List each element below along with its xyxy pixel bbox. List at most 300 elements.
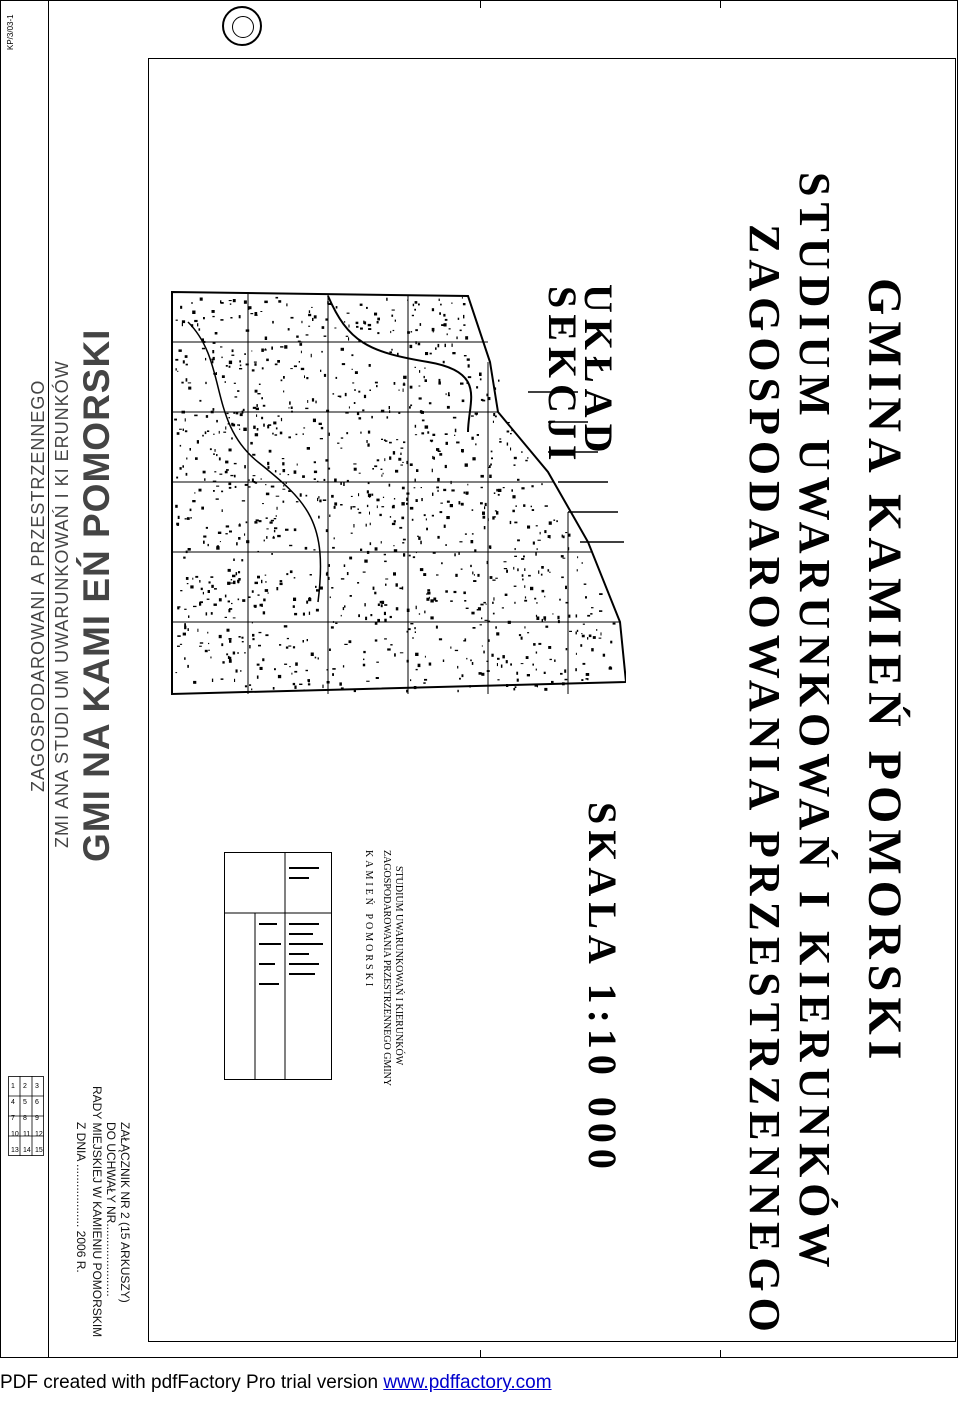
map-texture-dot	[273, 687, 275, 690]
map-texture-dot	[359, 512, 362, 514]
map-texture-dot	[303, 613, 305, 616]
map-texture-dot	[334, 537, 335, 539]
map-texture-dot	[238, 581, 240, 583]
map-texture-dot	[233, 652, 235, 655]
map-texture-dot	[424, 367, 425, 369]
map-texture-dot	[557, 616, 559, 620]
map-texture-dot	[389, 351, 392, 353]
map-texture-dot	[470, 565, 472, 567]
map-texture-dot	[403, 441, 405, 443]
map-texture-dot	[463, 303, 466, 305]
map-texture-dot	[184, 609, 186, 610]
map-texture-dot	[322, 685, 323, 689]
map-texture-dot	[474, 574, 475, 576]
map-texture-dot	[524, 585, 525, 588]
map-texture-dot	[190, 509, 192, 512]
map-texture-dot	[245, 484, 248, 486]
map-texture-dot	[215, 332, 218, 335]
map-texture-dot	[581, 679, 583, 681]
map-texture-dot	[280, 580, 283, 582]
map-texture-dot	[354, 689, 356, 692]
map-texture-dot	[375, 639, 378, 641]
map-texture-dot	[233, 581, 236, 584]
map-texture-dot	[511, 429, 512, 432]
map-texture-dot	[275, 364, 278, 366]
map-texture-dot	[253, 475, 256, 476]
map-texture-dot	[254, 521, 257, 524]
map-texture-dot	[369, 512, 370, 515]
map-texture-dot	[412, 519, 414, 521]
map-texture-dot	[384, 638, 387, 639]
map-texture-dot	[414, 686, 417, 689]
map-texture-dot	[363, 664, 365, 667]
map-texture-dot	[577, 569, 578, 571]
map-texture-dot	[444, 525, 446, 528]
map-texture-dot	[183, 557, 185, 559]
map-texture-dot	[429, 597, 430, 599]
sheet-number: 13	[11, 1147, 19, 1154]
map-texture-dot	[213, 357, 215, 360]
map-texture-dot	[316, 589, 319, 591]
map-texture-dot	[264, 540, 265, 542]
map-texture-dot	[295, 662, 298, 665]
map-texture-dot	[400, 652, 403, 653]
map-texture-dot	[254, 481, 256, 483]
mini-title-line-2: ZAGOSPODAROWANIA PRZESTRZENNEGO GMINY	[381, 850, 392, 1087]
map-texture-dot	[413, 556, 415, 558]
map-texture-dot	[392, 523, 395, 525]
map-texture-dot	[246, 329, 250, 331]
map-texture-dot	[261, 417, 263, 419]
map-texture-dot	[221, 643, 223, 646]
map-texture-dot	[389, 484, 391, 487]
map-texture-dot	[291, 317, 294, 319]
map-texture-dot	[364, 321, 366, 324]
map-texture-dot	[569, 615, 571, 618]
map-texture-dot	[432, 456, 433, 459]
map-texture-dot	[309, 612, 310, 615]
map-texture-dot	[228, 569, 231, 572]
map-texture-dot	[294, 671, 297, 673]
map-texture-dot	[203, 536, 206, 538]
map-texture-dot	[353, 524, 354, 528]
map-texture-dot	[216, 486, 219, 487]
map-texture-dot	[329, 564, 330, 567]
map-texture-dot	[207, 632, 208, 634]
map-texture-dot	[282, 489, 285, 490]
map-texture-dot	[418, 304, 420, 306]
map-texture-dot	[351, 533, 353, 534]
map-texture-dot	[261, 478, 262, 480]
map-texture-dot	[324, 374, 326, 377]
map-texture-dot	[480, 378, 482, 380]
map-texture-dot	[239, 636, 241, 638]
map-texture-dot	[193, 606, 197, 607]
map-texture-dot	[454, 553, 456, 556]
map-texture-dot	[207, 430, 209, 432]
map-texture-dot	[480, 502, 483, 504]
map-texture-dot	[199, 646, 202, 647]
map-texture-dot	[329, 515, 330, 518]
map-texture-dot	[407, 300, 408, 301]
map-texture-dot	[281, 380, 283, 382]
map-texture-dot	[261, 349, 264, 352]
map-texture-dot	[466, 608, 469, 609]
map-texture-dot	[441, 562, 443, 564]
map-texture-dot	[516, 505, 517, 507]
map-texture-dot	[414, 309, 416, 311]
map-texture-dot	[299, 341, 302, 342]
map-texture-dot	[317, 498, 318, 501]
map-texture-dot	[472, 457, 475, 460]
map-texture-dot	[447, 406, 450, 409]
map-texture-dot	[550, 659, 552, 660]
map-texture-dot	[244, 353, 246, 355]
map-texture-dot	[281, 418, 282, 421]
map-texture-dot	[432, 493, 433, 496]
map-texture-dot	[401, 517, 404, 520]
map-texture-dot	[255, 312, 258, 315]
map-texture-dot	[248, 480, 250, 481]
map-texture-dot	[269, 450, 272, 453]
map-texture-dot	[225, 533, 227, 534]
map-texture-dot	[344, 605, 346, 607]
map-texture-dot	[311, 354, 312, 358]
main-title-line-2: STUDIUM UWARUNKOWAŃ I KIERUNKÓW	[790, 172, 839, 1274]
map-texture-dot	[413, 304, 414, 307]
map-texture-dot	[257, 428, 259, 431]
map-texture-dot	[497, 658, 500, 660]
map-texture-dot	[239, 315, 241, 318]
map-texture-dot	[255, 433, 258, 436]
attachment-line-2: DO UCHWAŁY NR......................	[104, 1122, 118, 1297]
map-texture-dot	[214, 588, 217, 590]
map-texture-dot	[315, 401, 316, 404]
map-texture-dot	[370, 523, 371, 526]
map-texture-dot	[219, 598, 222, 601]
map-texture-dot	[542, 590, 545, 593]
map-texture-dot	[462, 451, 464, 453]
map-texture-dot	[329, 649, 331, 652]
map-texture-dot	[219, 431, 220, 434]
map-texture-dot	[421, 432, 424, 434]
map-texture-dot	[408, 628, 410, 630]
map-texture-dot	[355, 371, 358, 374]
map-texture-dot	[499, 438, 501, 439]
map-texture-dot	[419, 613, 420, 614]
map-texture-dot	[489, 465, 491, 468]
map-texture-dot	[301, 368, 304, 370]
map-texture-dot	[427, 589, 430, 591]
footer-link[interactable]: www.pdffactory.com	[383, 1372, 552, 1393]
map-texture-dot	[329, 433, 330, 436]
map-texture-dot	[240, 365, 242, 367]
map-texture-dot	[538, 643, 541, 645]
map-texture-dot	[389, 442, 392, 444]
main-title-line-1: GMINA KAMIEŃ POMORSKI	[858, 278, 911, 1066]
map-texture-dot	[202, 348, 205, 350]
map-texture-dot	[543, 616, 546, 620]
map-texture-dot	[406, 493, 409, 495]
map-texture-dot	[577, 556, 578, 558]
map-texture-dot	[394, 549, 397, 552]
section-label-line-1: UKŁAD	[576, 284, 621, 459]
map-texture-dot	[581, 633, 582, 634]
map-texture-dot	[356, 326, 359, 328]
map-texture-dot	[352, 382, 354, 383]
map-texture-dot	[288, 328, 290, 330]
footer-text: PDF created with pdfFactory Pro trial version	[0, 1372, 384, 1393]
map-texture-dot	[252, 454, 255, 456]
map-texture-dot	[320, 438, 323, 439]
map-texture-dot	[558, 620, 560, 623]
map-texture-dot	[206, 612, 208, 615]
map-texture-dot	[180, 644, 182, 645]
map-texture-dot	[603, 654, 605, 657]
map-texture-dot	[180, 306, 182, 309]
map-texture-dot	[375, 547, 378, 550]
map-texture-dot	[274, 530, 275, 532]
map-texture-dot	[402, 487, 405, 490]
map-texture-dot	[277, 535, 281, 537]
map-texture-dot	[368, 328, 371, 330]
map-texture-dot	[419, 370, 420, 373]
map-texture-dot	[359, 473, 361, 474]
map-texture-dot	[467, 358, 470, 360]
map-texture-dot	[426, 528, 428, 531]
map-texture-dot	[415, 479, 416, 482]
map-texture-dot	[374, 313, 377, 316]
map-texture-dot	[481, 475, 484, 478]
map-texture-dot	[349, 640, 352, 643]
map-texture-dot	[225, 617, 227, 618]
map-texture-dot	[177, 524, 179, 526]
map-texture-dot	[267, 462, 269, 465]
map-texture-dot	[302, 475, 305, 478]
legend-table	[224, 852, 332, 1080]
map-texture-dot	[333, 621, 334, 623]
map-texture-dot	[393, 330, 395, 331]
map-texture-dot	[201, 588, 203, 590]
map-texture-dot	[460, 330, 462, 332]
map-texture-dot	[565, 679, 568, 681]
map-texture-dot	[423, 682, 425, 684]
map-texture-dot	[457, 666, 458, 669]
map-texture-dot	[411, 331, 413, 332]
map-texture-dot	[441, 324, 444, 326]
map-texture-dot	[223, 432, 226, 433]
map-texture-dot	[450, 647, 451, 649]
map-texture-dot	[222, 375, 225, 378]
map-texture-dot	[495, 626, 497, 628]
map-texture-dot	[314, 471, 317, 474]
map-texture-dot	[307, 679, 310, 682]
map-texture-dot	[385, 584, 387, 586]
map-texture-dot	[523, 504, 525, 507]
map-texture-dot	[401, 502, 404, 505]
map-texture-dot	[427, 431, 429, 433]
map-texture-dot	[244, 652, 245, 654]
map-texture-dot	[331, 495, 334, 498]
map-texture-dot	[398, 458, 401, 461]
map-texture-dot	[184, 657, 186, 660]
map-texture-dot	[272, 321, 274, 324]
map-texture-dot	[331, 626, 334, 628]
map-texture-dot	[206, 415, 208, 418]
map-texture-dot	[536, 669, 537, 671]
map-texture-dot	[237, 652, 239, 654]
map-texture-dot	[236, 412, 239, 415]
map-texture-dot	[319, 500, 321, 503]
map-texture-dot	[228, 601, 230, 603]
map-texture-dot	[272, 433, 274, 435]
map-texture-dot	[521, 487, 524, 489]
map-texture-dot	[276, 496, 280, 497]
map-texture-dot	[472, 572, 473, 575]
map-texture-dot	[232, 424, 235, 427]
map-texture-dot	[549, 572, 550, 573]
map-texture-dot	[527, 457, 528, 459]
map-texture-dot	[424, 376, 425, 378]
map-texture-dot	[354, 468, 357, 471]
map-texture-dot	[371, 494, 373, 496]
map-texture-dot	[440, 503, 443, 504]
map-texture-dot	[270, 522, 273, 524]
map-texture-dot	[375, 622, 378, 624]
map-texture-dot	[390, 331, 391, 333]
map-texture-dot	[452, 352, 455, 354]
map-texture-dot	[415, 301, 418, 304]
map-texture-dot	[424, 611, 425, 614]
map-texture-dot	[294, 365, 297, 367]
map-texture-dot	[257, 551, 259, 552]
map-texture-dot	[487, 621, 490, 623]
map-texture-dot	[384, 604, 387, 606]
map-texture-dot	[561, 577, 564, 579]
map-texture-dot	[242, 599, 245, 602]
map-texture-dot	[297, 464, 298, 466]
map-texture-dot	[410, 463, 413, 466]
map-texture-dot	[481, 399, 484, 401]
map-texture-dot	[576, 653, 577, 655]
map-texture-dot	[569, 631, 572, 632]
map-texture-dot	[548, 535, 550, 538]
map-texture-dot	[226, 653, 228, 655]
map-texture-dot	[242, 641, 244, 642]
map-texture-dot	[433, 457, 435, 460]
map-texture-dot	[467, 484, 468, 486]
map-texture-dot	[549, 535, 550, 539]
map-texture-dot	[481, 673, 484, 676]
map-texture-dot	[506, 570, 508, 573]
map-texture-dot	[291, 411, 293, 413]
map-texture-dot	[260, 604, 262, 607]
map-texture-dot	[394, 653, 396, 656]
map-texture-dot	[410, 405, 412, 407]
map-texture-dot	[510, 448, 511, 451]
map-texture-dot	[256, 404, 258, 407]
map-texture-dot	[231, 437, 233, 439]
map-texture-dot	[484, 526, 486, 529]
map-texture-dot	[522, 574, 524, 577]
map-texture-dot	[432, 434, 435, 436]
map-texture-dot	[358, 493, 359, 496]
map-texture-dot	[370, 542, 372, 545]
map-texture-dot	[521, 663, 524, 664]
map-texture-dot	[240, 670, 241, 672]
main-title-line-3: ZAGOSPODAROWANIA PRZESTRZENNEGO	[740, 224, 789, 1338]
map-texture-dot	[419, 397, 422, 399]
map-texture-dot	[199, 580, 200, 583]
map-texture-dot	[236, 542, 238, 545]
map-texture-dot	[314, 461, 316, 463]
map-texture-dot	[544, 596, 545, 598]
map-texture-dot	[305, 547, 308, 550]
map-texture-dot	[233, 559, 235, 562]
map-texture-dot	[250, 313, 253, 314]
map-texture-dot	[369, 390, 371, 392]
map-texture-dot	[599, 638, 602, 639]
map-texture-dot	[419, 386, 421, 387]
map-texture-dot	[514, 457, 517, 459]
map-texture-dot	[383, 473, 384, 475]
map-texture-dot	[540, 532, 541, 535]
map-texture-dot	[205, 358, 206, 361]
map-texture-dot	[357, 509, 359, 510]
map-texture-dot	[531, 506, 532, 508]
map-texture-dot	[377, 318, 380, 321]
map-texture-dot	[487, 670, 490, 672]
map-texture-dot	[249, 645, 250, 648]
map-texture-dot	[482, 646, 483, 647]
map-texture-dot	[476, 414, 477, 416]
map-texture-dot	[254, 363, 256, 366]
map-texture-dot	[180, 467, 182, 470]
map-texture-dot	[449, 328, 451, 329]
map-texture-dot	[334, 502, 337, 505]
map-texture-dot	[283, 469, 286, 472]
sheet-index-grid	[8, 1076, 44, 1156]
map-texture-dot	[406, 503, 409, 505]
map-texture-dot	[303, 427, 305, 428]
side-title-line-2: ZMI ANA STUDI UM UWARUNKOWAŃ I KI ERUNKÓW	[52, 360, 72, 848]
map-texture-dot	[374, 592, 376, 595]
map-texture-dot	[268, 466, 270, 469]
map-texture-dot	[497, 679, 499, 680]
map-texture-dot	[430, 440, 433, 442]
map-texture-dot	[445, 433, 448, 435]
map-texture-dot	[391, 349, 392, 351]
map-texture-dot	[393, 451, 395, 455]
map-texture-dot	[556, 520, 558, 522]
map-texture-dot	[445, 319, 448, 321]
map-texture-dot	[294, 686, 296, 689]
map-texture-dot	[194, 320, 197, 322]
map-texture-dot	[331, 587, 333, 589]
map-texture-dot	[480, 604, 483, 606]
map-texture-dot	[242, 411, 244, 414]
map-texture-dot	[236, 669, 238, 672]
map-texture-dot	[548, 569, 550, 571]
sheet-number: 6	[35, 1099, 39, 1106]
map-texture-dot	[265, 348, 266, 350]
map-texture-dot	[448, 395, 450, 396]
map-texture-dot	[233, 413, 235, 414]
map-texture-dot	[332, 547, 335, 549]
map-texture-dot	[180, 590, 182, 591]
map-texture-dot	[463, 324, 465, 326]
map-texture-dot	[410, 345, 413, 348]
